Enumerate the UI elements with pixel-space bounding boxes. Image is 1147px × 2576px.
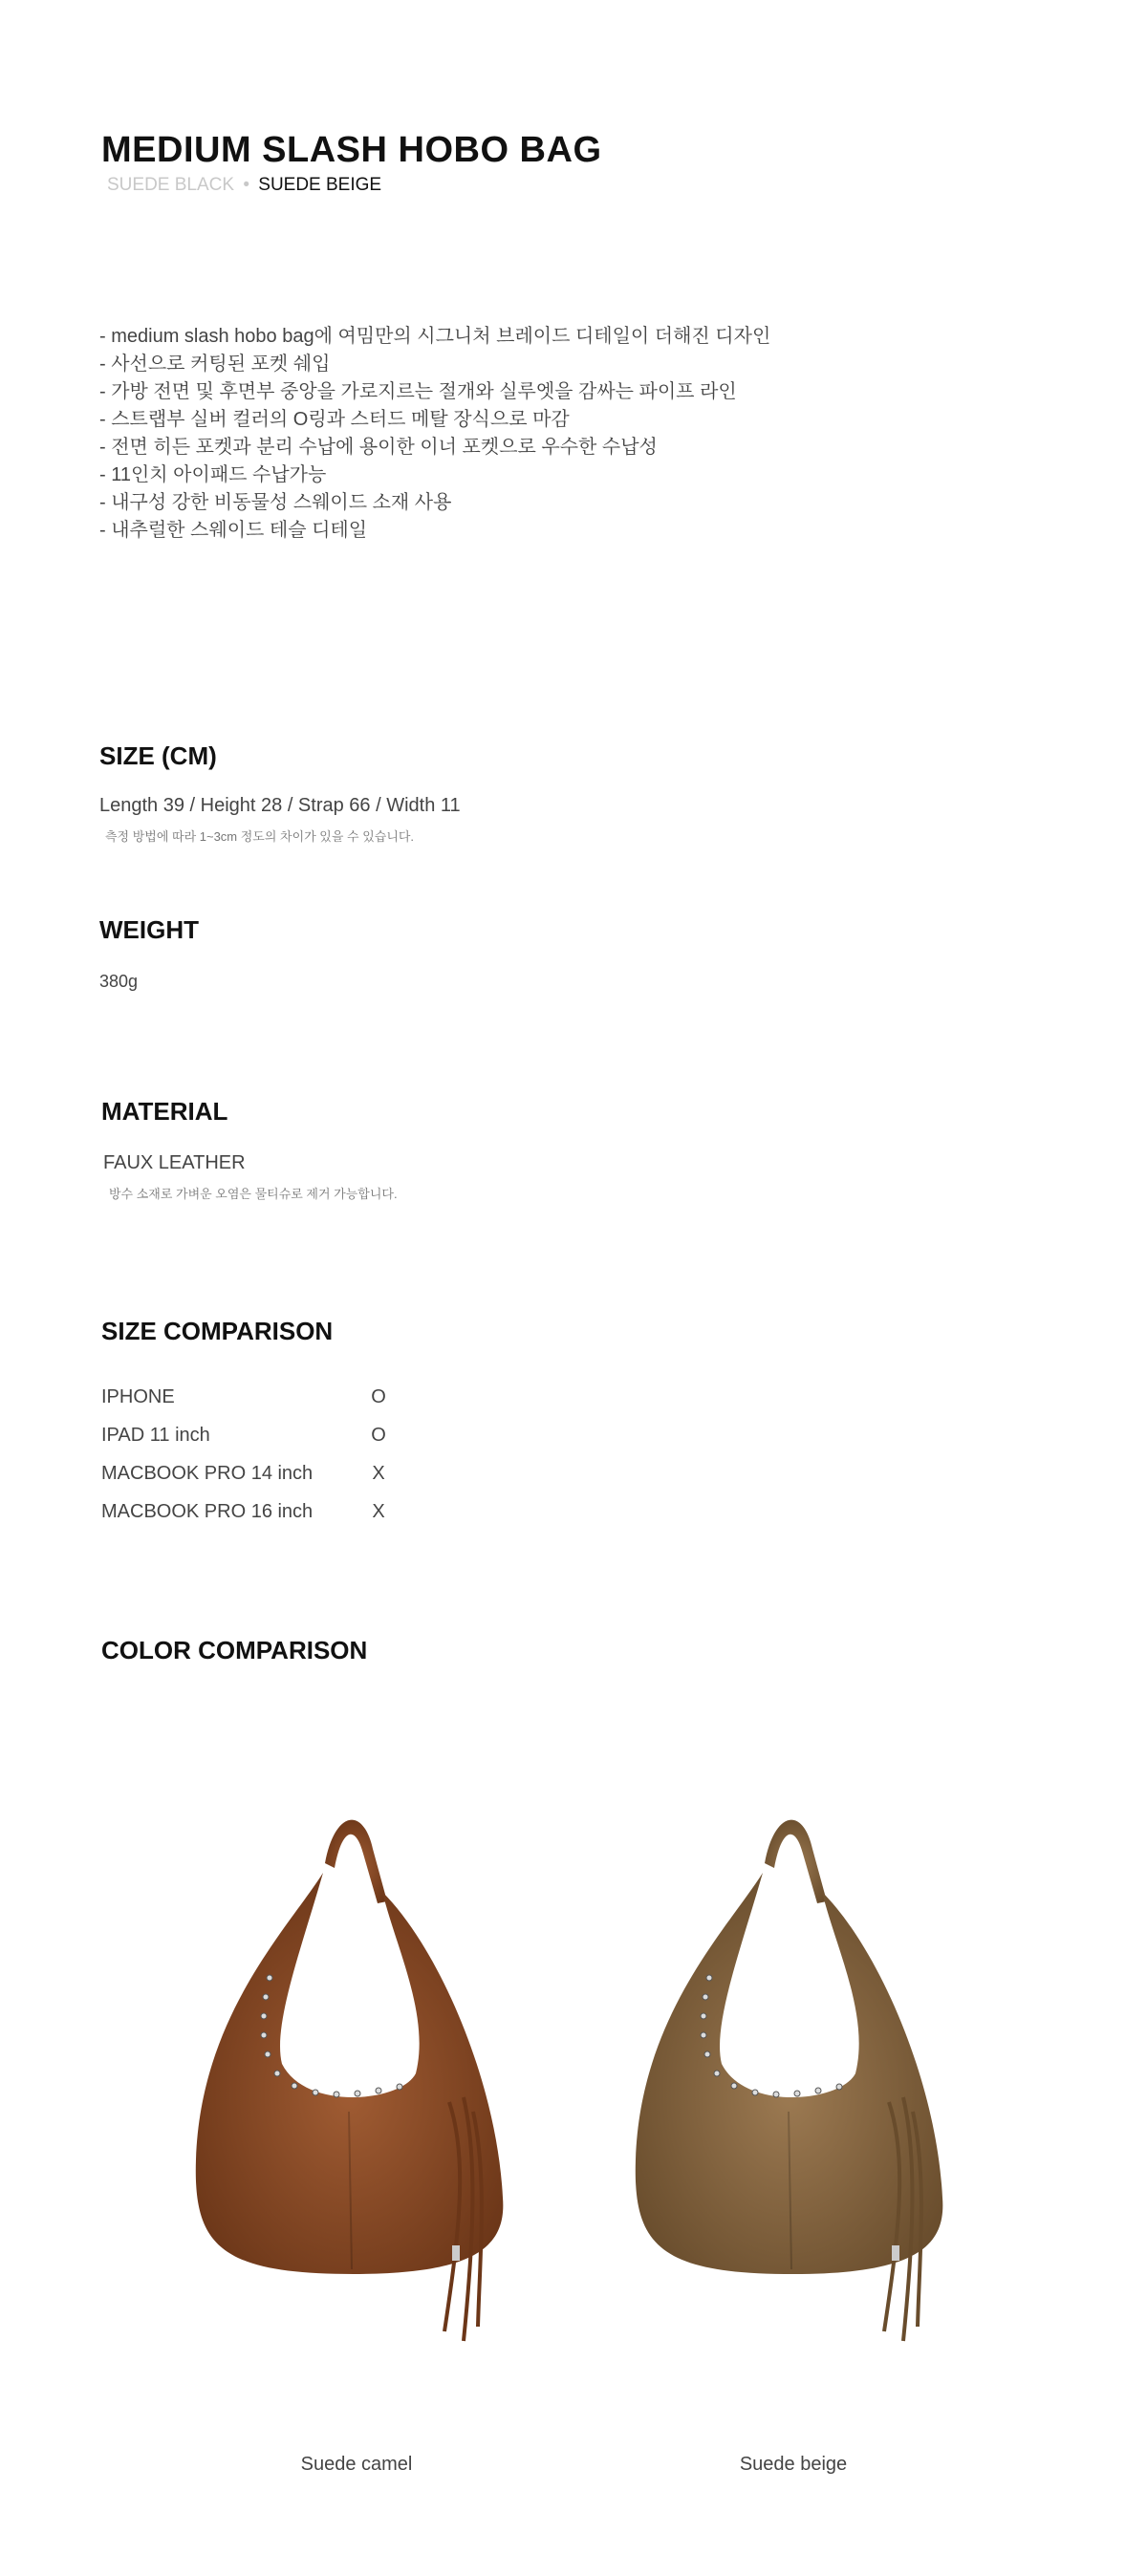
color-comparison-heading: COLOR COMPARISON <box>101 1636 368 1664</box>
description-item: - 스트랩부 실버 컬러의 O링과 스터드 메탈 장식으로 마감 <box>99 409 570 430</box>
bag-image-suede-beige <box>621 1796 965 2427</box>
table-row <box>101 1454 388 1492</box>
description-item: - medium slash hobo bag에 여밈만의 시그니처 브레이드 디테일이 더해진 디자인 <box>99 326 771 347</box>
color-options <box>107 175 381 196</box>
material-heading: MATERIAL <box>101 1097 228 1126</box>
comparison-item: IPHONE <box>101 1385 175 1407</box>
size-note: 측정 방법에 따라 1~3cm 정도의 차이가 있을 수 있습니다. <box>105 829 415 844</box>
color-option-suede-beige[interactable]: SUEDE BEIGE <box>258 175 382 195</box>
size-comparison-heading: SIZE COMPARISON <box>101 1317 334 1345</box>
comparison-fit: X <box>372 1462 385 1484</box>
description-item: - 11인치 아이패드 수납가능 <box>99 464 327 485</box>
description-item: - 사선으로 커팅된 포켓 쉐입 <box>99 354 331 375</box>
color-separator: • <box>243 175 249 195</box>
bag-image-suede-camel <box>182 1796 526 2427</box>
bag-caption-suede-beige: Suede beige <box>739 2454 848 2475</box>
comparison-item: MACBOOK PRO 14 inch <box>101 1462 314 1484</box>
material-note: 방수 소재로 가벼운 오염은 물티슈로 제거 가능합니다. <box>109 1187 398 1201</box>
table-row <box>101 1416 388 1454</box>
comparison-fit: O <box>371 1424 386 1446</box>
table-row <box>101 1378 388 1416</box>
table-row <box>101 1492 388 1531</box>
comparison-fit: O <box>371 1385 386 1407</box>
description-item: - 가방 전면 및 후면부 중앙을 가로지르는 절개와 실루엣을 감싸는 파이프 라인 <box>99 381 737 402</box>
description-item: - 내추럴한 스웨이드 테슬 디테일 <box>99 520 368 541</box>
size-comparison-table <box>101 1378 388 1531</box>
comparison-item: IPAD 11 inch <box>101 1424 210 1446</box>
comparison-fit: X <box>372 1500 385 1522</box>
comparison-item: MACBOOK PRO 16 inch <box>101 1500 314 1522</box>
bag-illustration <box>182 1796 526 2427</box>
weight-heading: WEIGHT <box>99 915 199 944</box>
color-option-suede-black[interactable]: SUEDE BLACK <box>107 175 235 195</box>
size-value: Length 39 / Height 28 / Strap 66 / Width 11 <box>99 795 461 816</box>
description-item: - 전면 히든 포켓과 분리 수납에 용이한 이너 포켓으로 우수한 수납성 <box>99 437 658 458</box>
weight-value: 380g <box>99 972 139 991</box>
description-item: - 내구성 강한 비동물성 스웨이드 소재 사용 <box>99 492 452 513</box>
product-title: MEDIUM SLASH HOBO BAG <box>101 130 602 170</box>
bag-illustration <box>621 1796 965 2427</box>
bag-caption-suede-camel: Suede camel <box>300 2454 413 2475</box>
size-heading: SIZE (CM) <box>99 741 217 770</box>
description-list <box>99 323 770 545</box>
material-value: FAUX LEATHER <box>103 1152 246 1173</box>
